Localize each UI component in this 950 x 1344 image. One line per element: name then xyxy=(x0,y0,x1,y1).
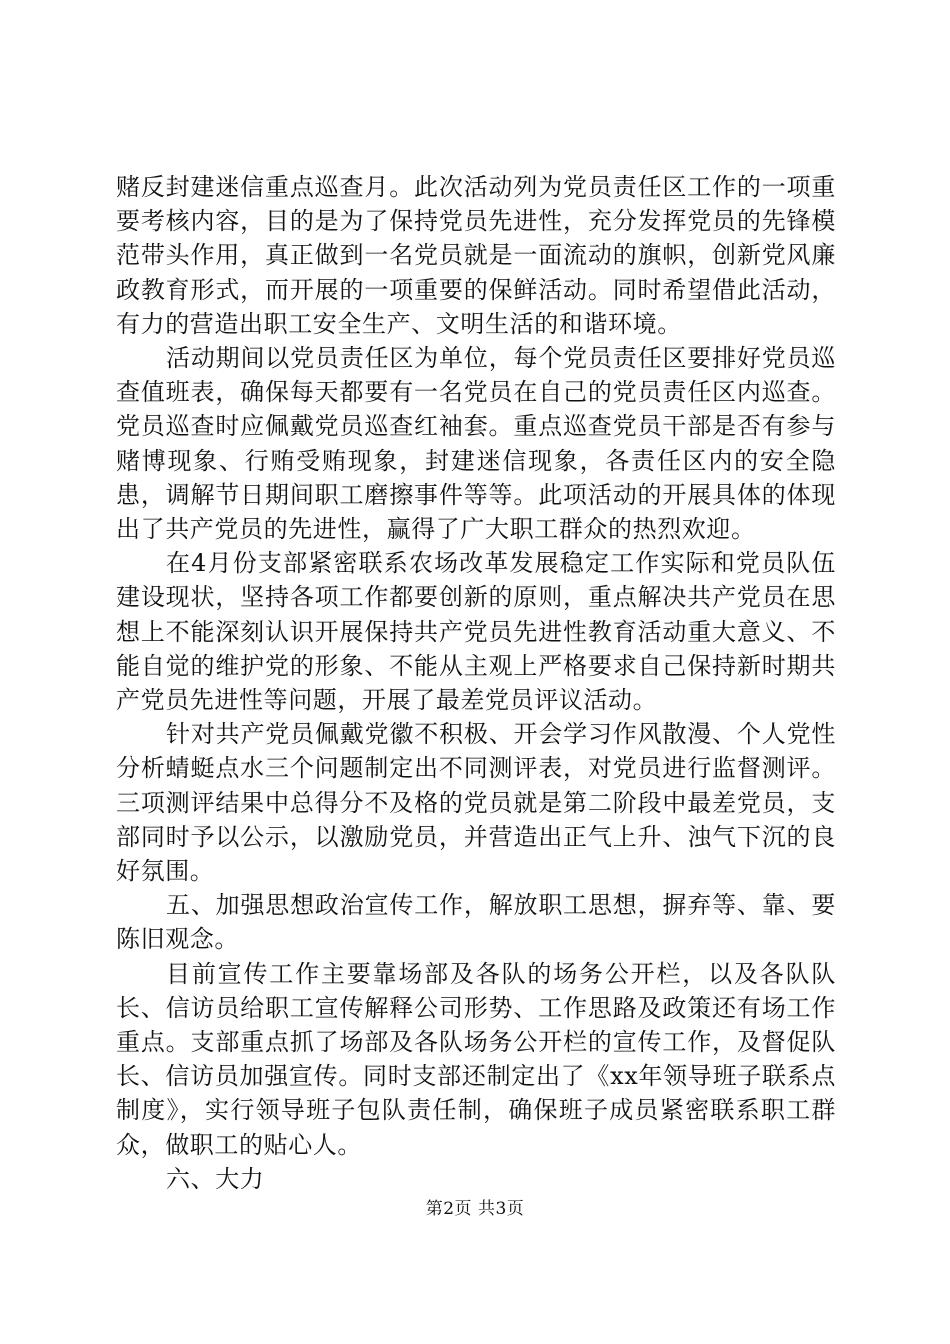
paragraph-3: 在4月份支部紧密联系农场改革发展稳定工作实际和党员队伍建设现状，坚持各项工作都要创新的原则，重点解决共产党员在思想上不能深刻认识开展保持共产党员先进性教育活动重大意义、不能自觉的维护党的形象、不能从主观上严格要求自己保持新时期共产党员先进性等问题，开展了最差党员评议活动。 xyxy=(116,549,836,715)
paragraph-1: 赌反封建迷信重点巡查月。此次活动列为党员责任区工作的一项重要考核内容，目的是为了保持党员先进性，充分发挥党员的先锋模范带头作用，真正做到一名党员就是一面流动的旗帜，创新党风廉政教育形式，而开展的一项重要的保鲜活动。同时希望借此活动，有力的营造出职工安全生产、文明生活的和谐环境。 xyxy=(116,173,836,338)
page-number-footer: 第2页 共3页 xyxy=(425,1199,525,1219)
paragraph-4: 针对共产党员佩戴党徽不积极、开会学习作风散漫、个人党性分析蜻蜓点水三个问题制定出不同测评表，对党员进行监督测评。三项测评结果中总得分不及格的党员就是第二阶段中最差党员，支部同时予以公示，以激励党员，并营造出正气上升、浊气下沉的良好氛围。 xyxy=(116,720,836,886)
section-heading-5: 五、加强思想政治宣传工作，解放职工思想，摒弃等、靠、要陈旧观念。 xyxy=(116,891,836,954)
paragraph-6: 目前宣传工作主要靠场部及各队的场务公开栏，以及各队队长、信访员给职工宣传解释公司形势、工作思路及政策还有场工作重点。支部重点抓了场部及各队场务公开栏的宣传工作，及督促队长、信访员加强宣传。同时支部还制定出了《xx年领导班子联系点制度》，实行领导班子包队责任制，确保班子成员紧密联系职工群众，做职工的贴心人。 xyxy=(116,959,836,1159)
document-body xyxy=(116,170,836,1196)
section-heading-6: 六、大力 xyxy=(166,1164,265,1193)
paragraph-2: 活动期间以党员责任区为单位，每个党员责任区要排好党员巡查值班表，确保每天都要有一名党员在自己的党员责任区内巡查。党员巡查时应佩戴党员巡查红袖套。重点巡查党员干部是否有参与赌博现象、行贿受贿现象，封建迷信现象，各责任区内的安全隐患，调解节日期间职工磨擦事件等等。此项活动的开展具体的体现出了共产党员的先进性，赢得了广大职工群众的热烈欢迎。 xyxy=(116,344,836,544)
